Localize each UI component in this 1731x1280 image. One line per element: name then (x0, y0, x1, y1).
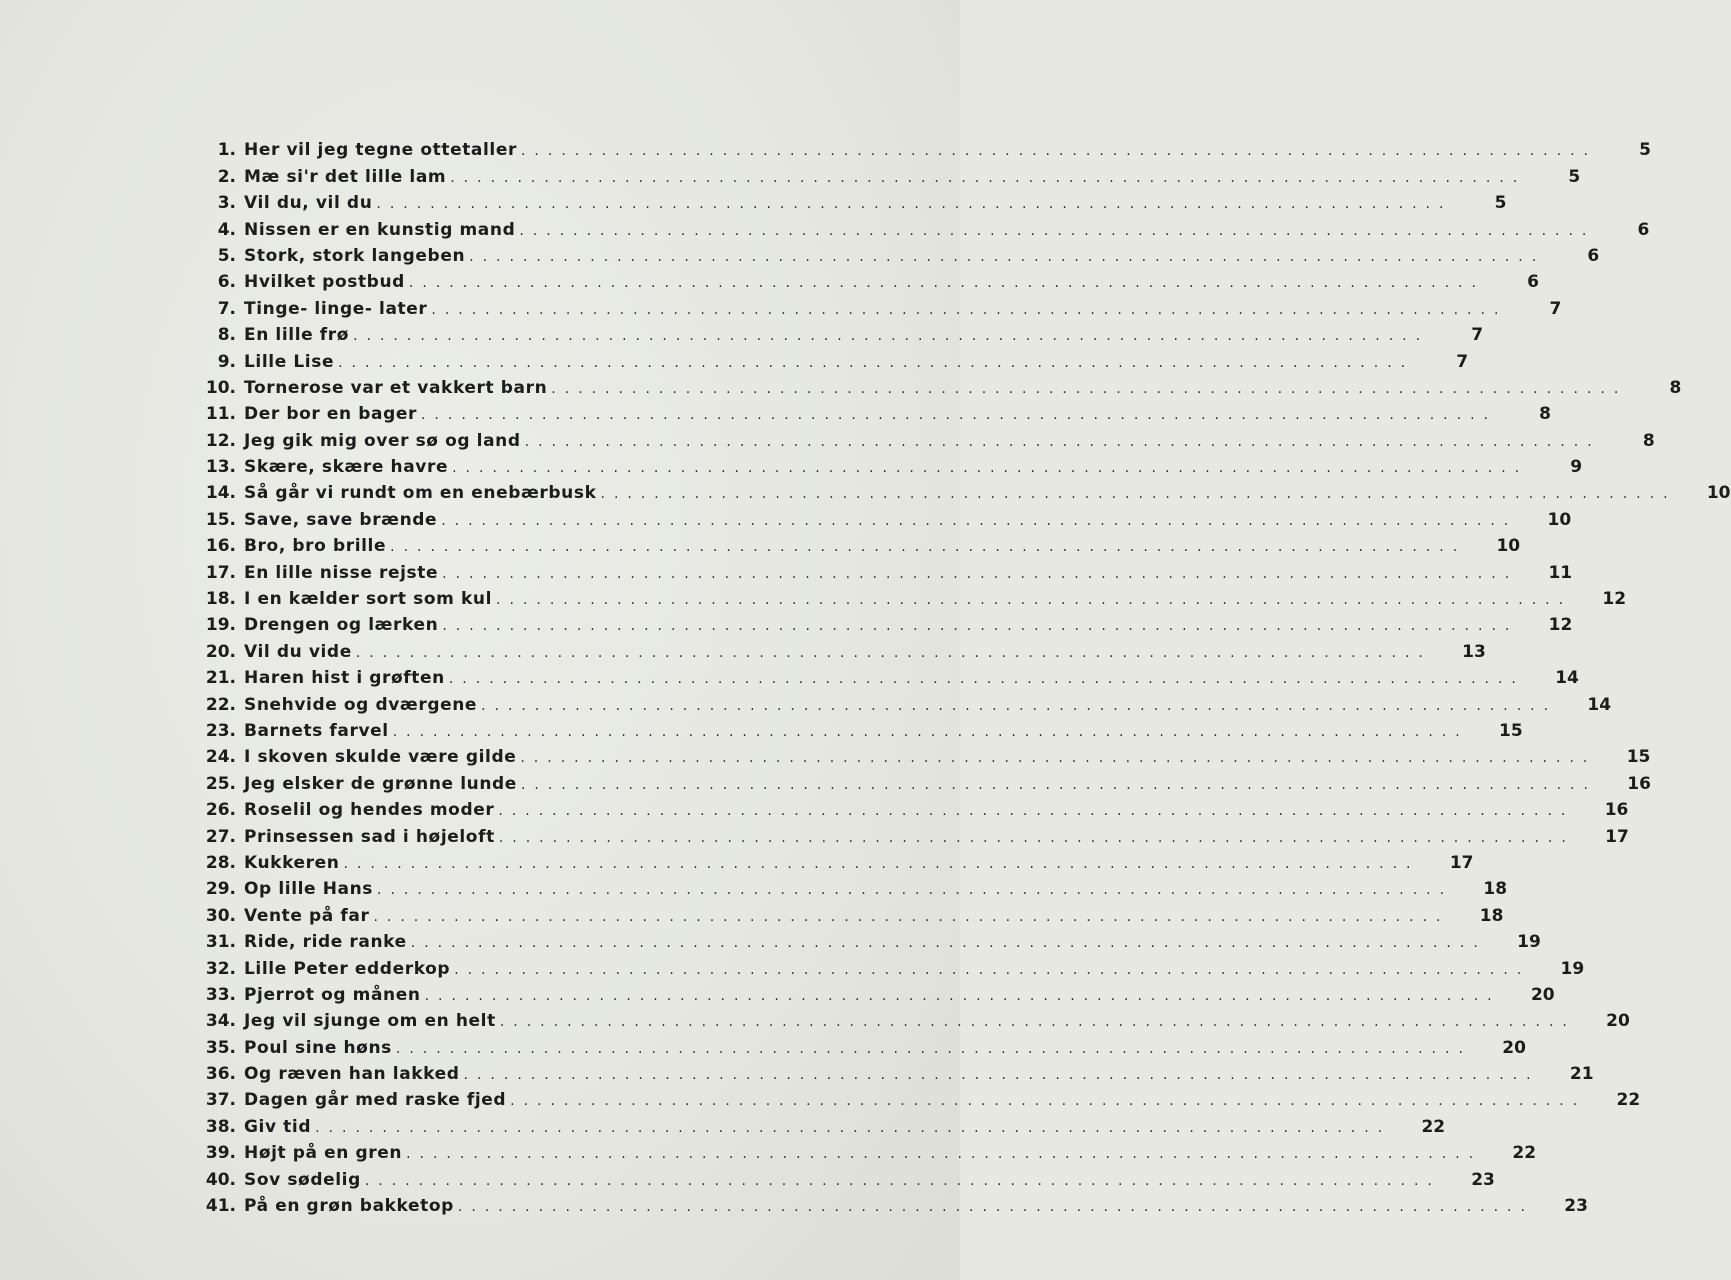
toc-entry-body (244, 932, 1487, 952)
toc-entry-number: 37. (205, 1090, 236, 1111)
toc-entry-body (244, 563, 1518, 583)
dot-leader: ................................................................................ (410, 935, 1487, 952)
toc-entry-body (244, 959, 1530, 979)
toc-entry-number: 26. (205, 800, 236, 821)
toc-entry-page-number: 10 (1547, 509, 1572, 530)
toc-entry-page-number: 6 (1527, 272, 1539, 293)
dot-leader: ................................................................................ (450, 169, 1527, 186)
toc-entry-title: Nissen er en kunstig mand (244, 219, 516, 240)
toc-entry-page-number: 18 (1479, 905, 1504, 926)
toc-entry-body (244, 800, 1574, 820)
toc-entry-title: Vil du, vil du (244, 193, 373, 214)
toc-entry-title: Her vil jeg tegne ottetaller (244, 140, 517, 161)
toc-entry-number: 24. (205, 747, 236, 768)
toc-entry-body (244, 404, 1497, 424)
dot-leader: ................................................................................ (600, 486, 1677, 503)
dot-leader: ................................................................................ (364, 1172, 1441, 1189)
toc-entry-page-number: 8 (1539, 404, 1551, 425)
toc-entry-body (244, 352, 1414, 372)
toc-entry-title: Tornerose var et vakkert barn (244, 377, 548, 398)
toc-entry-body (244, 536, 1466, 556)
toc-entry-page-number: 10 (1496, 536, 1521, 557)
toc-entry-body (244, 378, 1627, 398)
toc-entry (190, 741, 1651, 768)
toc-entry-number: 1. (217, 140, 236, 161)
toc-entry-number: 28. (205, 852, 236, 873)
toc-entry-page-number: 15 (1626, 747, 1651, 768)
toc-entry (190, 609, 1573, 636)
dot-leader: ................................................................................ (452, 460, 1529, 477)
toc-entry-body (244, 721, 1469, 741)
toc-entry-page-number: 17 (1605, 826, 1629, 847)
toc-entry-title: Ride, ride ranke (244, 932, 407, 953)
toc-entry-title: Lille Lise (244, 351, 335, 372)
toc-entry-number: 38. (205, 1116, 236, 1137)
toc-entry-number: 9. (217, 351, 236, 372)
toc-entry-title: En lille frø (244, 325, 350, 346)
toc-entry-number: 41. (205, 1196, 236, 1217)
toc-entry-number: 19. (205, 615, 236, 636)
toc-entry-page-number: 8 (1669, 377, 1682, 398)
dot-leader: ................................................................................ (424, 987, 1501, 1004)
toc-entry-number: 40. (205, 1169, 236, 1190)
toc-entry-page-number: 14 (1555, 668, 1579, 689)
toc-entry-page-number: 20 (1530, 984, 1555, 1005)
toc-entry (190, 820, 1629, 847)
toc-entry-title: Jeg gik mig over sø og land (244, 430, 521, 451)
toc-entry (190, 1031, 1526, 1058)
toc-entry (190, 688, 1612, 715)
toc-entry-page-number: 23 (1564, 1196, 1588, 1217)
toc-entry-title: Mæ si'r det lille lam (244, 166, 447, 187)
toc-entry-body (244, 853, 1420, 873)
toc-entry (190, 187, 1507, 214)
toc-entry-title: Tinge- linge- later (244, 298, 428, 319)
dot-leader: ................................................................................ (448, 671, 1525, 688)
toc-entry-title: Højt på en gren (244, 1143, 403, 1164)
toc-entry-body (244, 1064, 1540, 1084)
toc-entry-title: Stork, stork langeben (244, 245, 466, 266)
toc-entry-title: Poul sine høns (244, 1037, 392, 1058)
dot-leader: ................................................................................ (431, 301, 1508, 318)
toc-entry (190, 556, 1573, 583)
toc-entry-body (244, 827, 1575, 847)
toc-entry (190, 319, 1484, 346)
toc-entry-number: 25. (205, 773, 236, 794)
dot-leader: ................................................................................ (315, 1119, 1392, 1136)
toc-entry-number: 10. (205, 377, 236, 398)
dot-leader: ................................................................................ (376, 196, 1453, 213)
toc-entry-page-number: 10 (1706, 483, 1731, 504)
toc-entry-body (244, 193, 1452, 213)
toc-entry (190, 240, 1600, 266)
toc-entry-number: 12. (205, 430, 236, 451)
dot-leader: ................................................................................ (469, 248, 1546, 265)
toc-entry-body (244, 299, 1507, 319)
toc-entry-title: Pjerrot og månen (244, 984, 421, 1005)
toc-entry-title: Save, save brænde (244, 509, 438, 530)
toc-entry-body (244, 246, 1545, 266)
toc-entry-page-number: 12 (1548, 615, 1573, 636)
toc-entry-title: Giv tid (244, 1116, 312, 1137)
dot-leader: ................................................................................ (520, 750, 1597, 767)
toc-entry (190, 873, 1508, 900)
toc-entry-title: I en kælder sort som kul (244, 589, 493, 610)
toc-entry-number: 31. (205, 932, 236, 953)
toc-entry-title: Snehvide og dværgene (244, 694, 478, 715)
dot-leader: ................................................................................ (390, 539, 1467, 556)
toc-entry-page-number: 8 (1642, 430, 1655, 451)
toc-entry-number: 14. (205, 483, 236, 504)
toc-entry-number: 11. (205, 404, 236, 425)
toc-entry-title: Vente på far (244, 905, 370, 926)
toc-entry-page-number: 19 (1560, 958, 1585, 979)
dot-leader: ................................................................................ (499, 1014, 1576, 1031)
toc-entry-body (244, 1117, 1391, 1137)
toc-entry-page-number: 5 (1639, 140, 1651, 161)
toc-entry-body (244, 1038, 1472, 1058)
dot-leader: ................................................................................ (498, 803, 1575, 820)
toc-entry (190, 979, 1555, 1005)
toc-entry-title: Haren hist i grøften (244, 668, 445, 689)
toc-entry (190, 899, 1504, 926)
dot-leader: ................................................................................ (520, 776, 1597, 793)
dot-leader: ................................................................................ (353, 328, 1430, 345)
toc-entry-number: 4. (217, 219, 236, 240)
toc-entry-page-number: 12 (1602, 589, 1627, 610)
toc-entry-title: Og ræven han lakked (244, 1064, 460, 1085)
toc-entry-body (244, 1011, 1576, 1031)
toc-entry-body (244, 615, 1518, 635)
dot-leader: ................................................................................ (373, 908, 1450, 925)
toc-entry-page-number: 9 (1570, 457, 1583, 478)
toc-entry (190, 926, 1541, 953)
toc-entry (190, 1005, 1630, 1032)
toc-entry-body (244, 140, 1597, 160)
toc-entry-body (244, 1090, 1586, 1110)
toc-entry-page-number: 5 (1568, 166, 1581, 187)
toc-entry (190, 583, 1627, 610)
toc-entry (190, 503, 1572, 530)
dot-leader: ................................................................................ (454, 961, 1531, 978)
toc-entry-number: 29. (205, 879, 236, 900)
dot-leader: ................................................................................ (442, 565, 1519, 582)
toc-entry-title: Op lille Hans (244, 879, 374, 900)
toc-entry-body (244, 167, 1526, 187)
dot-leader: ................................................................................ (442, 618, 1519, 635)
toc-entry-page-number: 5 (1494, 193, 1507, 214)
toc-entry-title: Lille Peter edderkop (244, 958, 451, 979)
toc-entry-number: 30. (205, 905, 236, 926)
toc-entry-body (244, 695, 1557, 715)
toc-entry (190, 134, 1651, 161)
dot-leader: ................................................................................ (496, 592, 1573, 609)
toc-entry-body (244, 1143, 1482, 1163)
toc-entry-title: I skoven skulde være gilde (244, 747, 517, 768)
toc-entry-number: 36. (205, 1064, 236, 1085)
toc-entry-body (244, 431, 1601, 451)
toc-entry-number: 16. (205, 536, 236, 557)
toc-entry-body (244, 774, 1597, 794)
toc-entry-title: På en grøn bakketop (244, 1196, 454, 1217)
dot-leader: ................................................................................ (510, 1093, 1587, 1110)
dot-leader: ................................................................................ (463, 1067, 1540, 1084)
toc-entry-body (244, 457, 1528, 477)
toc-entry-page-number: 7 (1456, 351, 1469, 372)
dot-leader: ................................................................................ (498, 829, 1575, 846)
dot-leader: ................................................................................ (377, 882, 1454, 899)
toc-entry (190, 1084, 1641, 1111)
toc-entry-number: 34. (205, 1011, 236, 1032)
toc-entry-body (244, 589, 1572, 609)
toc-entry-title: Drengen og lærken (244, 615, 439, 636)
dot-leader: ................................................................................ (338, 354, 1415, 371)
toc-entry (190, 794, 1629, 821)
toc-entry-page-number: 7 (1549, 298, 1562, 319)
toc-entry-body (244, 906, 1449, 926)
dot-leader: ................................................................................ (406, 1146, 1483, 1163)
dot-leader: ................................................................................ (420, 407, 1497, 424)
toc-entry-page-number: 14 (1587, 694, 1612, 715)
toc-entry-body (244, 510, 1517, 530)
toc-entry (190, 345, 1469, 372)
toc-entry (190, 1110, 1446, 1137)
toc-entry-number: 20. (205, 641, 236, 662)
toc-entry-number: 32. (205, 958, 236, 979)
toc-entry (190, 451, 1583, 478)
toc-entry-page-number: 11 (1548, 562, 1573, 583)
toc-entry (190, 266, 1539, 293)
toc-entry (190, 213, 1650, 240)
toc-entry-number: 33. (205, 984, 236, 1005)
dot-leader: ................................................................................ (441, 512, 1518, 529)
toc-entry (190, 952, 1585, 979)
toc-entry-title: Hvilket postbud (244, 272, 405, 293)
toc-entry-page-number: 22 (1616, 1090, 1641, 1111)
toc-entry (190, 847, 1474, 873)
toc-entry-number: 21. (205, 668, 236, 689)
toc-entry-body (244, 1196, 1534, 1216)
toc-entry (190, 715, 1523, 741)
toc-entry-number: 22. (205, 694, 236, 715)
toc-entry-body (244, 272, 1485, 292)
toc-entry-body (244, 1170, 1441, 1190)
toc-entry-title: Der bor en bager (244, 404, 417, 425)
toc-entry-number: 15. (205, 509, 236, 530)
toc-entry-body (244, 220, 1595, 240)
toc-entry (190, 1163, 1495, 1190)
toc-entry-number: 5. (217, 245, 236, 266)
toc-entry (190, 398, 1551, 425)
toc-entry-number: 18. (205, 589, 236, 610)
toc-entry (190, 530, 1521, 557)
toc-entry-title: Prinsessen sad i højeloft (244, 826, 495, 847)
toc-entry (190, 1190, 1588, 1217)
toc-entry-title: Jeg vil sjunge om en helt (244, 1011, 496, 1032)
toc-entry-title: En lille nisse rejste (244, 562, 439, 583)
toc-entry-page-number: 16 (1604, 800, 1629, 821)
toc-entry-page-number: 13 (1462, 641, 1486, 662)
toc-entry-number: 2. (217, 166, 236, 187)
dot-leader: ................................................................................ (343, 855, 1420, 872)
toc-entry (190, 372, 1682, 398)
toc-entry-title: Kukkeren (244, 852, 340, 873)
toc-entry-title: Sov sødelig (244, 1169, 361, 1190)
toc-entry-body (244, 642, 1432, 662)
table-of-contents (190, 134, 1731, 1217)
toc-entry-body (244, 747, 1596, 767)
toc-entry-page-number: 22 (1512, 1143, 1537, 1164)
toc-entry (190, 635, 1486, 662)
toc-entry-page-number: 21 (1569, 1064, 1594, 1085)
dot-leader: ................................................................................ (457, 1199, 1534, 1216)
toc-entry-number: 17. (205, 562, 236, 583)
toc-entry (190, 767, 1651, 794)
toc-entry (190, 1058, 1594, 1085)
toc-entry-page-number: 16 (1627, 773, 1651, 794)
toc-entry-number: 3. (217, 193, 236, 214)
toc-entry-page-number: 18 (1483, 879, 1508, 900)
toc-entry-page-number: 6 (1637, 219, 1650, 240)
toc-entry-page-number: 20 (1606, 1011, 1630, 1032)
toc-entry-number: 8. (217, 325, 236, 346)
dot-leader: ................................................................................ (408, 275, 1485, 292)
toc-entry-body (244, 879, 1453, 899)
toc-entry-number: 39. (205, 1143, 236, 1164)
toc-entry (190, 1137, 1537, 1164)
toc-entry (190, 662, 1579, 689)
toc-entry-title: Jeg elsker de grønne lunde (244, 773, 517, 794)
toc-entry-title: Dagen går med raske fjed (244, 1090, 507, 1111)
toc-entry-body (244, 668, 1525, 688)
dot-leader: ................................................................................ (481, 697, 1558, 714)
dot-leader: ................................................................................ (551, 380, 1628, 397)
dot-leader: ................................................................................ (520, 143, 1597, 160)
toc-entry-number: 7. (217, 298, 236, 319)
toc-entry-title: Så går vi rundt om en enebærbusk (244, 483, 597, 504)
toc-entry-title: Roselil og hendes moder (244, 800, 495, 821)
toc-entry-page-number: 7 (1471, 325, 1484, 346)
toc-entry-title: Barnets farvel (244, 720, 389, 741)
dot-leader: ................................................................................ (519, 222, 1596, 239)
toc-entry-body (244, 985, 1501, 1005)
toc-entry (190, 424, 1655, 451)
toc-entry-title: Vil du vide (244, 641, 352, 662)
toc-entry-page-number: 20 (1502, 1037, 1526, 1058)
toc-entry-body (244, 325, 1429, 345)
dot-leader: ................................................................................ (355, 644, 1432, 661)
toc-entry-page-number: 23 (1471, 1169, 1495, 1190)
toc-entry-number: 23. (205, 720, 236, 741)
toc-entry-body (244, 483, 1677, 503)
toc-entry-number: 13. (205, 457, 236, 478)
toc-entry (190, 160, 1581, 187)
toc-entry (190, 477, 1731, 504)
dot-leader: ................................................................................ (395, 1040, 1472, 1057)
toc-entry-title: Skære, skære havre (244, 457, 449, 478)
dot-leader: ................................................................................ (392, 723, 1469, 740)
toc-entry-title: Bro, bro brille (244, 536, 387, 557)
toc-entry-page-number: 15 (1499, 720, 1523, 741)
toc-entry (190, 292, 1562, 319)
toc-entry-number: 6. (217, 272, 236, 293)
dot-leader: ................................................................................ (524, 433, 1601, 450)
toc-entry-page-number: 6 (1587, 245, 1600, 266)
toc-entry-page-number: 17 (1449, 852, 1474, 873)
toc-entry-number: 35. (205, 1037, 236, 1058)
toc-entry-number: 27. (205, 826, 236, 847)
toc-entry-page-number: 22 (1421, 1116, 1446, 1137)
toc-entry-page-number: 19 (1517, 932, 1541, 953)
